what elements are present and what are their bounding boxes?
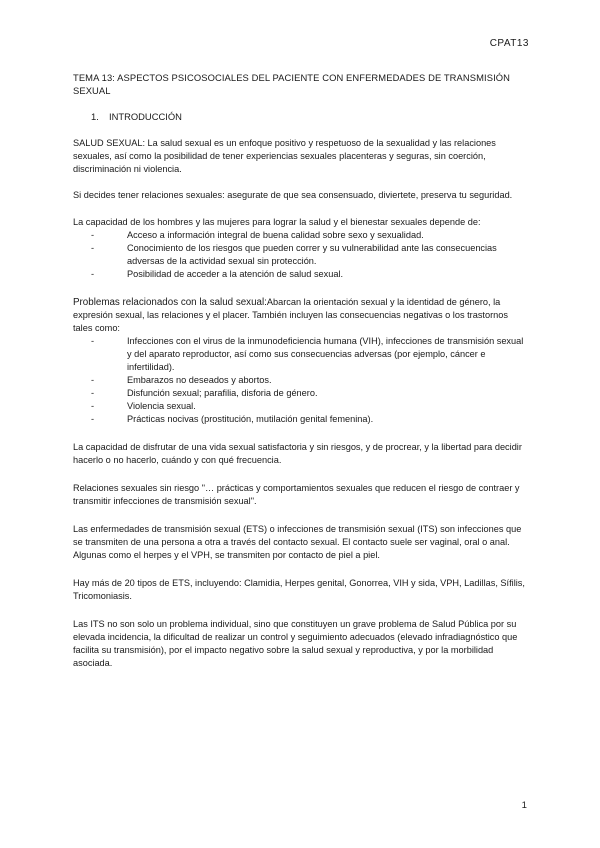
paragraph-capacidad-intro: La capacidad de los hombres y las mujeres para lograr la salud y el bienestar sexuales depende de: bbox=[73, 217, 481, 227]
list-problemas bbox=[73, 335, 528, 426]
list-item: - Conocimiento de los riesgos que pueden correr y su vulnerabilidad ante las consecuencias adversas de la actividad sexual sin protección. bbox=[91, 242, 528, 268]
section-heading bbox=[91, 110, 528, 123]
document-title: TEMA 13: ASPECTOS PSICOSOCIALES DEL PACIENTE CON ENFERMEDADES DE TRANSMISIÓN SEXUAL bbox=[73, 72, 511, 96]
paragraph-problemas bbox=[73, 296, 528, 335]
list-capacidad bbox=[73, 229, 528, 281]
list-item: - Acceso a información integral de buena calidad sobre sexo y sexualidad. bbox=[91, 229, 528, 242]
section-number: 1. bbox=[91, 111, 99, 122]
page-number: 1 bbox=[521, 800, 527, 811]
list-item: - Posibilidad de acceder a la atención de salud sexual. bbox=[91, 268, 528, 281]
document-body bbox=[73, 71, 528, 670]
paragraph-relaciones: Si decides tener relaciones sexuales: asegurate de que sea consensuado, diviertete, preserva tu seguridad. bbox=[73, 190, 513, 200]
list-item: - Disfunción sexual; parafilia, disforia de género. bbox=[91, 387, 528, 400]
paragraph-ets-definicion: Las enfermedades de transmisión sexual (ETS) o infecciones de transmisión sexual (ITS) son infecciones que se transmiten de una persona a otra a través del contacto sexual. El contacto suele ser vaginal, oral o anal. Algunas como el herpes y el VPH, se transmiten por contacto de piel a piel. bbox=[73, 524, 522, 560]
paragraph-problemas-lead: Problemas relacionados con la salud sexual: bbox=[73, 297, 267, 308]
paragraph-disfrutar: La capacidad de disfrutar de una vida sexual satisfactoria y sin riesgos, y de procrear, y la libertad para decidir hacerlo o no hacerlo, cuándo y con qué frecuencia. bbox=[73, 442, 522, 465]
paragraph-salud-sexual: SALUD SEXUAL: La salud sexual es un enfoque positivo y respetuoso de la sexualidad y las relaciones sexuales, así como la posibilidad de tener experiencias sexuales placenteras y seguras, sin coerción, discriminación ni violencia. bbox=[73, 138, 496, 174]
list-item: - Prácticas nocivas (prostitución, mutilación genital femenina). bbox=[91, 413, 528, 426]
list-item: - Embarazos no deseados y abortos. bbox=[91, 374, 528, 387]
list-item: - Infecciones con el virus de la inmunodeficiencia humana (VIH), infecciones de transmisión sexual y del aparato reproductor, así como sus consecuencias adversas (por ejemplo, cáncer e infertilidad). bbox=[91, 335, 528, 374]
paragraph-tipos-ets: Hay más de 20 tipos de ETS, incluyendo: Clamidia, Herpes genital, Gonorrea, VIH y sida, VPH, Ladillas, Sífilis, Tricomoniasis. bbox=[73, 578, 525, 601]
paragraph-problemas-rest: Abarcan la orientación sexual y la identidad de género, la expresión sexual, las relaciones y el placer. También incluyen las consecuencias negativas o los trastornos tales como: bbox=[73, 297, 508, 333]
header-code: CPAT13 bbox=[489, 38, 529, 49]
section-label: INTRODUCCIÓN bbox=[109, 111, 182, 122]
paragraph-salud-publica: Las ITS no son solo un problema individual, sino que constituyen un grave problema de Salud Pública por su elevada incidencia, la dificultad de realizar un control y seguimiento adecuados (elevado infradiagnóstico que facilita su transmisión), por el impacto negativo sobre la salud sexual y reproductiva, y por la morbilidad asociada. bbox=[73, 619, 518, 668]
list-item: - Violencia sexual. bbox=[91, 400, 528, 413]
paragraph-sin-riesgo: Relaciones sexuales sin riesgo "… prácticas y comportamientos sexuales que reducen el riesgo de contraer y transmitir infecciones de transmisión sexual". bbox=[73, 483, 520, 506]
